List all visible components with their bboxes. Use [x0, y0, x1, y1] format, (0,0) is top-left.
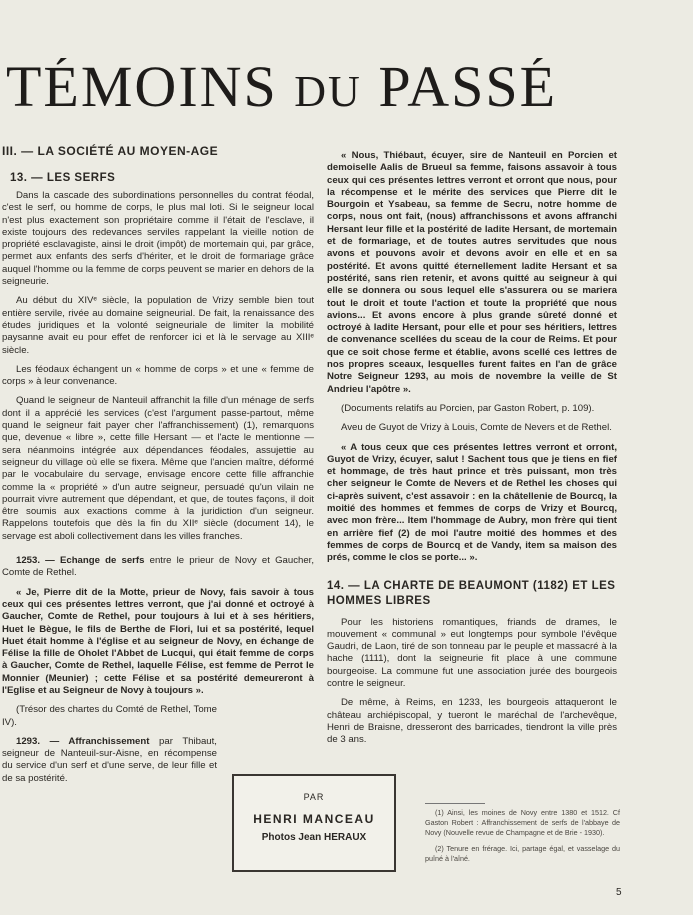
entry-1253 [2, 555, 314, 580]
paragraph-reims: De même, à Reims, en 1233, les bourgeois attaqueront le château archiépiscopal, y tueront le maréchal de l'archevêque, Henri de Braisne, dresseront des barricades, tiendront la ville près de 3 ans. [327, 697, 617, 746]
quote-aveu: « A tous ceux que ces présentes lettres verront et orront, Guyot de Vrizy, écuyer, salut ! Sachent tous que je tiens en fief et hommage, de très haut prince et très puissant, mon très cher seigneur le Comte de Nevers et de Rethel les choses qui ci-après suivent, c'est assavoir : en la châtellenie de Bourcq, la moitié des hommes et femmes de corps de Vrizy et Bourcq, avec mon frère... Item l'hommage de Aubry, mon frère qui tient en arrière fief (2) de moi l'autre moitié des hommes et des femmes de corps de Bourcq et de Vandy, item sa maison des prés, comme le clos se porte... ». [327, 441, 617, 564]
paragraph-3: Les féodaux échangent un « homme de corps » et une « femme de corps » à leur convenance. [2, 363, 314, 388]
entry-1293 [2, 736, 217, 785]
intro-aveu: Aveu de Guyot de Vrizy à Louis, Comte de Nevers et de Rethel. [341, 422, 612, 434]
entry-1253-title: 1253. — Echange de serfs [16, 555, 145, 567]
entry-1253-desc: entre le prieur de Novy et Gaucher, Comte de Rethel. [2, 555, 314, 579]
credit-author: HENRI MANCEAU [253, 812, 375, 826]
title-word-du: DU [294, 67, 362, 116]
entry-1293-title: 1293. — Affranchissement [16, 735, 150, 747]
credit-photos: Photos Jean HERAUX [261, 832, 367, 843]
paragraph-communes: Pour les historiens romantiques, friands de drames, le mouvement « communal » eut longtemps pour symbole l'évêque Gaudri, de Laon, tiré de son tonneau par le peuple et massacré à la hache (1111), dont la seigneurie fit place à une commune bourgeoise. La commune fut une association jurée des bourgeois contre le seigneur. [327, 616, 617, 689]
right-column [327, 150, 617, 753]
entry-1253-quote: « Je, Pierre dit de la Motte, prieur de Novy, fais savoir à tous ceux qui ces présentes lettres verront, que j'ai donné et octroyé à Gaucher, Comte de Rethel, pour toujours à lui et à ses héritiers, Huet le Bègue, le fils de Berthe de Flori, lui et sa postérité, lequel Huet était homme à l'église et au seigneur de Novy, en échange de Félise la fille de Oholet l'Abbet de Lucqui, qui était femme de corps à Gaucher, Comte de Rethel, laquelle Félise, est femme de Perrot le Monnier (Meunier) ; cette Félise et sa postérité demeureront à l'Eglise et au Seigneur de Novy à toujours ». [2, 586, 314, 696]
footnote-2: (2) Tenure en frérage. Ici, partage égal, et vasselage du puîné à l'aîné. [425, 844, 620, 863]
entry-1293-desc: par Thibaut, seigneur de Nanteuil-sur-Aisne, en récompense du service d'un serf et d'une serve, de leur fille et de sa postérité. [2, 735, 217, 784]
footnote-1: (1) Ainsi, les moines de Novy entre 1380 et 1512. Cf Gaston Robert : Affranchissement de serfs de l'abbaye de Novy (Nouvelle revue de Champagne et de Brie - 1930). [425, 808, 620, 837]
quote-1293: « Nous, Thiébaut, écuyer, sire de Nanteuil en Porcien et demoiselle Aalis de Brueul sa femme, faisons assavoir à tous ceux qui ces présentes lettres verront et orront que nous, pour la récompense et le mérite des services que Pierre dit le Bourgoin et Ysabeau, sa femme de Secru, notre homme de corps, nous ont fait, (nous) affranchissons et avons affranchi Hersant leur fille et la postérité de ladite Hersant, de mortemain et de formariage, et de toutes autres servitudes que nous avons et pouvons avoir et devons avoir en elle et en sa postérité. Et avons quitté éternellement ladite Hersant et sa postérité, sans rien retenir, et avons quitté au seigneur à qui elle se donnera ou sous lequel elle s'assurera ou se mariera tout le droit et toute l'action et toute la propriété que nous avions... Et avons encore à plus grande sûreté donné et octroyé à ladite Hersant, pour elle et pour ses héritiers, lettres de convenance scellées du sceau de la cour de Reims. Et pour que ce soit chose ferme et établie, avons scellé ces lettres de nos propres sceaux, lesquelles furent faites en l'an de grâce Notre Seigneur 1293, au mois de novembre la veille de St Andrieu l'apôtre ». [327, 150, 617, 395]
source-porcien: (Documents relatifs au Porcien, par Gaston Robert, p. 109). [341, 402, 595, 414]
entry-1253-source: (Trésor des chartes du Comté de Rethel, Tome IV). [2, 704, 217, 728]
footnote-rule [425, 803, 485, 804]
credit-par: PAR [303, 792, 325, 802]
page-title [0, 58, 693, 116]
title-word-temoins: TÉMOINS [6, 58, 278, 116]
subsection-heading-serfs: 13. — LES SERFS [10, 172, 116, 184]
paragraph-4: Quand le seigneur de Nanteuil affranchit la fille d'un ménage de serfs dont il a apprécié les services (c'est l'argument passe-partout, même quand le seigneur fait payer cher l'affranchissement) (1), remarquons que, devenue « libre », cette fille Hersant — et l'acte le mentionne — sera néanmoins intégrée aux dépendances féodales, assujettie au seigneur du village où elle se fixera. Même que l'ancien maître, déformé par le vocabulaire du servage, envisage encore cette fille affranchie comme la « propriété » d'un autre seigneur, persuadé qu'un vilain ne pourrait vivre autrement que dépendant, et que, de toutes façons, il doit être soumis aux exactions comme à la juridiction d'un seigneur. Rappelons toutefois que dès la fin du XIIᵉ siècle (document 14), le servage est aboli collectivement dans les villes franches. [2, 395, 314, 542]
title-word-passe: PASSÉ [378, 58, 558, 116]
left-column [2, 144, 314, 792]
page-number: 5 [616, 887, 622, 898]
paragraph-2: Au début du XIVᵉ siècle, la population de Vrizy semble bien tout entière servile, rivée au domaine seigneurial. De fait, la renaissance des études juridiques et la volonté seigneuriale de limiter la mobilité paysanne avait eu pour effet de renforcer ici et là le servage au XIIIᵉ siècle. [2, 295, 314, 356]
author-credit-box [232, 774, 396, 872]
section-heading: III. — LA SOCIÉTÉ AU MOYEN-AGE [2, 144, 219, 158]
subsection-heading-beaumont: 14. — LA CHARTE DE BEAUMONT (1182) ET LES HOMMES LIBRES [327, 579, 616, 607]
footnotes [425, 803, 620, 870]
paragraph-1: Dans la cascade des subordinations personnelles du contrat féodal, c'est le serf, ou homme de corps, le plus mal loti. Si le seigneur local n'est plus exactement son propriétaire comme il l'était de l'esclave, il existe toujours des redevances serviles rappelant la vieille notion de propriété esclavagiste, ainsi le droit (impôt) de mortemain qui, par grâce, permet aux enfants des serfs d'hériter, et le droit de formariage grâce auquel l'homme ou la femme de corps peuvent se marier en dehors de la seigneurie. [2, 190, 314, 288]
